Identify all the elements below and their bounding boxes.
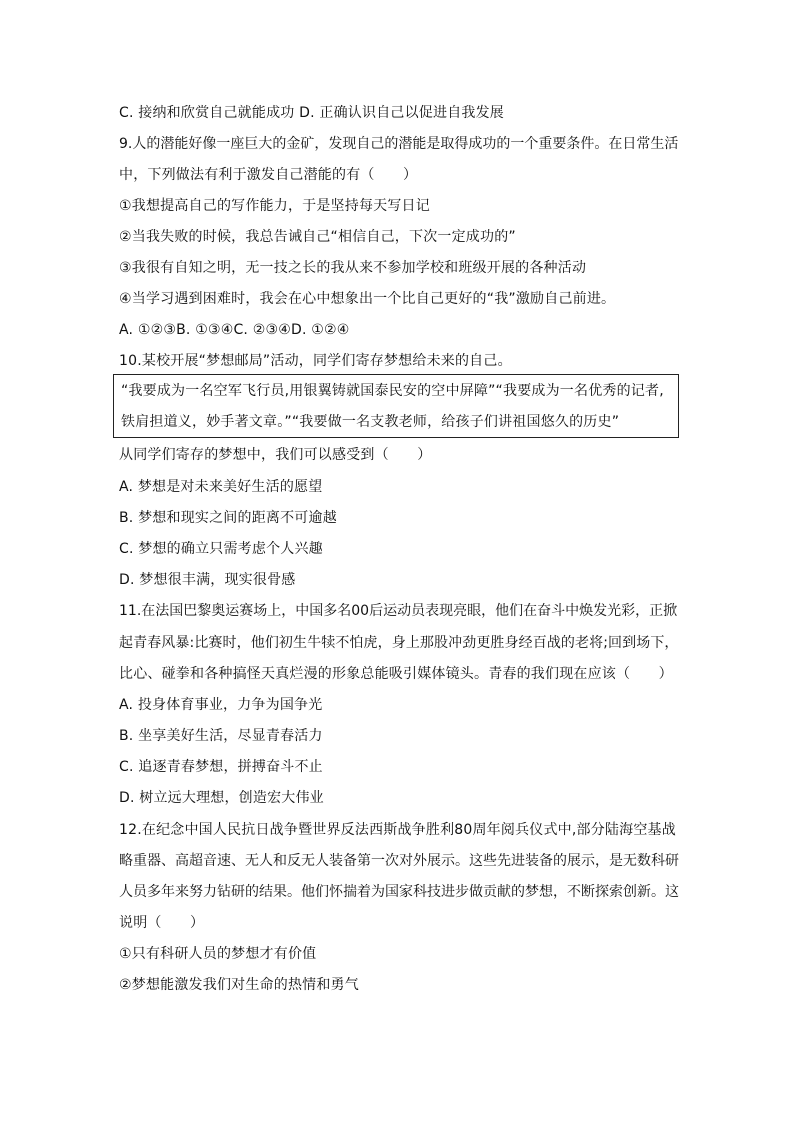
q11-option-d: D. 树立远大理想，创造宏大伟业	[119, 790, 324, 806]
q11-option-b: B. 坐享美好生活，尽显青春活力	[119, 728, 323, 744]
q12-stem-line4: 说明（ ）	[119, 915, 205, 931]
q9-statement-4: ④当学习遇到困难时，我会在心中想象出一个比自己更好的“我”激励自己前进。	[119, 291, 616, 307]
q9-statement-3: ③我很有自知之明，无一技之长的我从来不参加学校和班级开展的各种活动	[119, 260, 587, 276]
q9-stem-line1: 9.人的潜能好像一座巨大的金矿，发现自己的潜能是取得成功的一个重要条件。在日常生活	[119, 136, 679, 152]
q10-question: 从同学们寄存的梦想中，我们可以感受到（ ）	[119, 447, 432, 463]
q12-statement-2: ②梦想能激发我们对生命的热情和勇气	[119, 977, 359, 993]
q9-statement-1: ①我想提高自己的写作能力，于是坚持每天写日记	[119, 198, 430, 214]
q12-statement-1: ①只有科研人员的梦想才有价值	[119, 946, 317, 962]
q9-statement-2: ②当我失败的时候，我总告诫自己“相信自己，下次一定成功的”	[119, 229, 516, 245]
q10-option-c: C. 梦想的确立只需考虑个人兴趣	[119, 541, 323, 557]
q11-option-c: C. 追逐青春梦想，拼搏奋斗不止	[119, 759, 323, 775]
q10-quote-box	[113, 374, 679, 438]
q9-options: A. ①②③B. ①③④C. ②③④D. ①②④	[119, 322, 350, 338]
q11-stem-line1: 11.在法国巴黎奥运赛场上，中国多名00后运动员表现亮眼，他们在奋斗中焕发光彩，正掀	[119, 603, 678, 619]
q10-option-b: B. 梦想和现实之间的距离不可逾越	[119, 510, 337, 526]
quote-line1: “我要成为一名空军飞行员,用银翼铸就国泰民安的空中屏障”“我要成为一名优秀的记者,	[121, 383, 664, 399]
q11-stem-line3: 比心、碰拳和各种搞怪天真烂漫的形象总能吸引媒体镜头。青春的我们现在应该（ ）	[119, 666, 673, 682]
q10-option-d: D. 梦想很丰满，现实很骨感	[119, 572, 296, 588]
q8-option-cd: C. 接纳和欣赏自己就能成功 D. 正确认识自己以促进自我发展	[119, 105, 505, 121]
q12-stem-line2: 略重器、高超音速、无人和反无人装备第一次对外展示。这些先进装备的展示，是无数科研	[119, 853, 679, 869]
q12-stem-line1: 12.在纪念中国人民抗日战争暨世界反法西斯战争胜利80周年阅兵仪式中,部分陆海空基战	[119, 822, 676, 838]
quote-line2: 铁肩担道义，妙手著文章。”“我要做一名支教老师，给孩子们讲祖国悠久的历史”	[121, 414, 620, 430]
q12-stem-line3: 人员多年来努力钻研的结果。他们怀揣着为国家科技进步做贡献的梦想，不断探索创新。这	[119, 884, 679, 900]
q11-option-a: A. 投身体育事业，力争为国争光	[119, 697, 323, 713]
q10-stem: 10.某校开展“梦想邮局”活动，同学们寄存梦想给未来的自己。	[119, 353, 512, 369]
q11-stem-line2: 起青春风暴:比赛时，他们初生牛犊不怕虎，身上那股冲劲更胜身经百战的老将;回到场下，	[119, 635, 679, 651]
q9-stem-line2: 中，下列做法有利于激发自己潜能的有（ ）	[119, 167, 418, 183]
q10-option-a: A. 梦想是对未来美好生活的愿望	[119, 479, 323, 495]
